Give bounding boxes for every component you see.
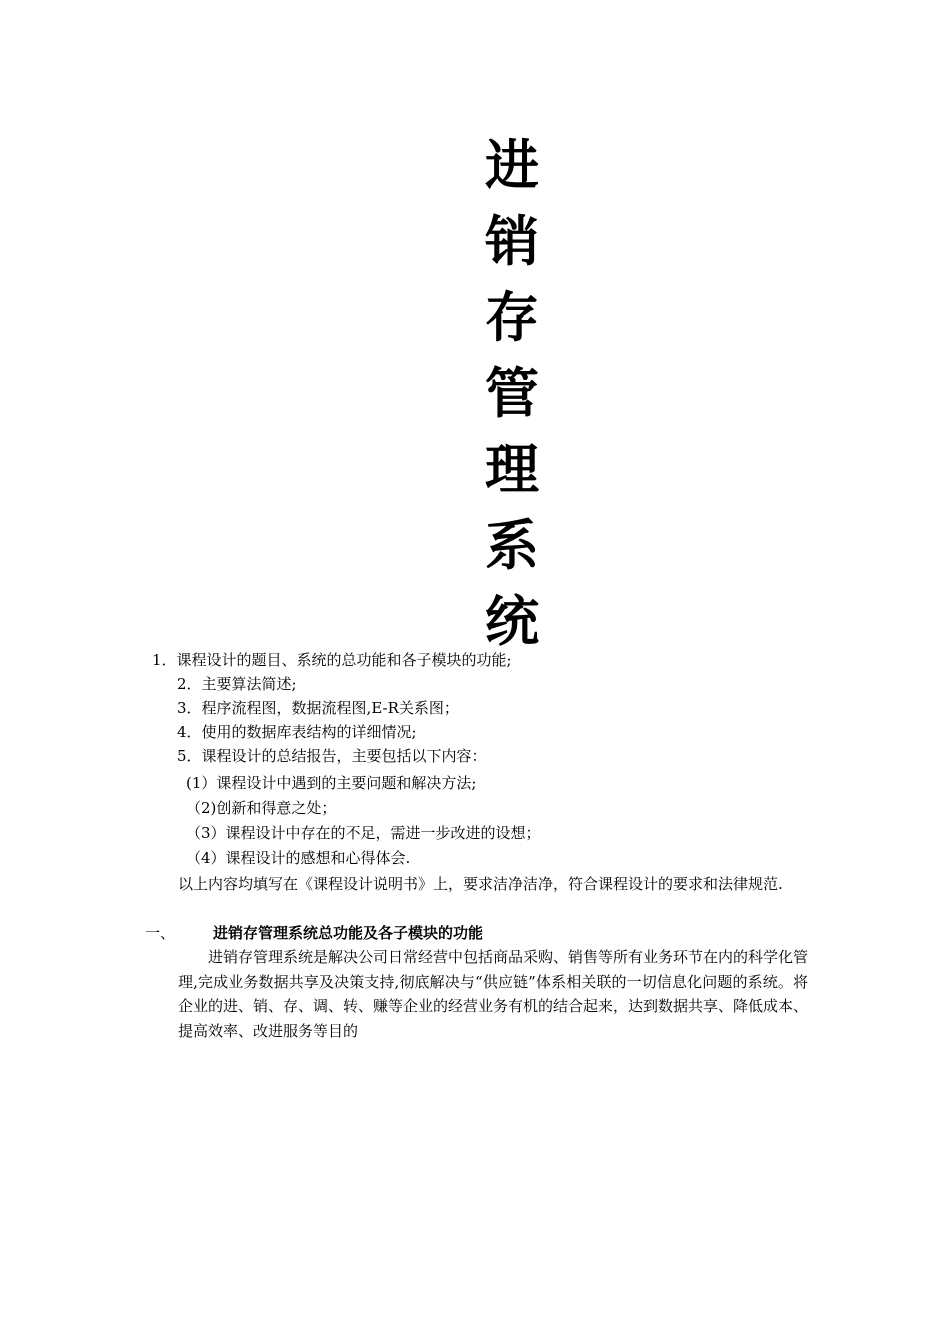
title-char: 统	[485, 590, 539, 653]
requirement-item: 2．主要算法简述;	[177, 675, 297, 693]
title-char: 管	[485, 362, 539, 425]
report-item: (1）课程设计中遇到的主要问题和解决方法;	[186, 774, 477, 792]
report-item: （2)创新和得意之处；	[186, 799, 337, 817]
requirement-item: 1．课程设计的题目、系统的总功能和各子模块的功能;	[152, 651, 512, 669]
title-char: 进	[485, 134, 539, 197]
section-title: 进销存管理系统总功能及各子模块的功能	[213, 924, 484, 942]
report-item: （4）课程设计的感想和心得体会.	[186, 849, 411, 867]
report-item: （3）课程设计中存在的不足，需进一步改进的设想；	[186, 824, 541, 842]
vertical-title	[480, 128, 544, 660]
requirement-item: 5．课程设计的总结报告，主要包括以下内容：	[177, 747, 487, 765]
requirement-item: 3．程序流程图，数据流程图,E-R关系图；	[177, 699, 459, 717]
title-char: 销	[485, 210, 539, 273]
note-paragraph: 以上内容均填写在《课程设计说明书》上，要求洁净洁净，符合课程设计的要求和法律规范.	[178, 875, 783, 893]
section-body: 进销存管理系统是解决公司日常经营中包括商品采购、销售等所有业务环节在内的科学化管理,完成业务数据共享及决策支持,彻底解决与“供应链”体系相关联的一切信息化问题的系统。将企业的进、销、存、调、转、赚等企业的经营业务有机的结合起来，达到数据共享、降低成本、提高效率、改进服务等目的	[178, 948, 809, 1040]
requirement-item: 4．使用的数据库表结构的详细情况;	[177, 723, 417, 741]
section-number: 一、	[145, 924, 176, 942]
title-char: 理	[485, 438, 539, 501]
title-char: 系	[485, 514, 539, 577]
section-heading	[145, 921, 483, 945]
title-char: 存	[485, 286, 539, 349]
